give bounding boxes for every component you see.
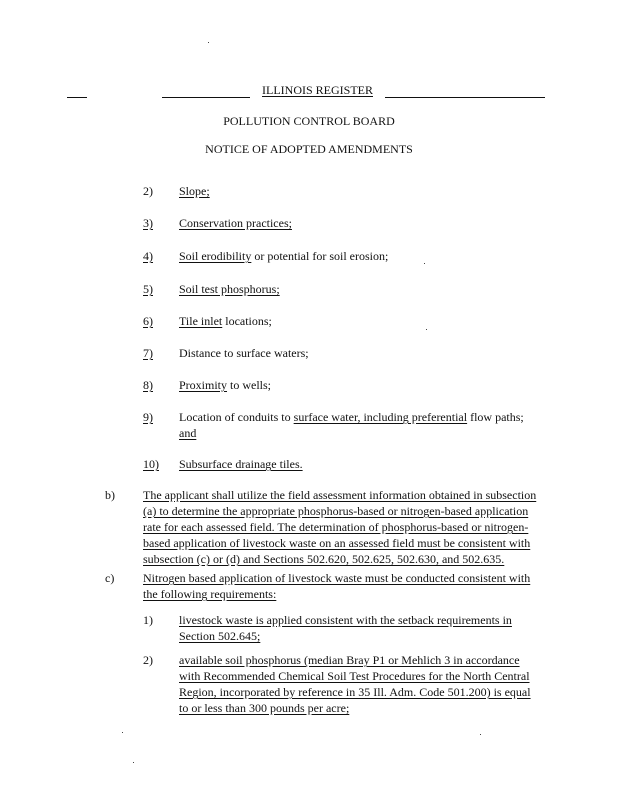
scan-speck [426,329,427,330]
sub-item-number: 2) [143,653,153,667]
register-title: ILLINOIS REGISTER [262,83,373,97]
paragraph-line: Nitrogen based application of livestock waste must be conducted consistent with [143,571,531,585]
scan-speck [133,762,134,763]
scan-speck [208,42,209,43]
list-item [143,313,153,329]
paragraph-line: The applicant shall utilize the field assessment information obtained in subsection [143,488,537,502]
sub-item-line: available soil phosphorus (median Bray P1 or Mehlich 3 in accordance [179,653,520,667]
list-item [143,345,153,361]
header-rule-mid [162,97,250,98]
item-number: 8) [143,378,153,392]
item-number: 7) [143,346,153,360]
item-number: 5) [143,282,153,296]
item-number: 9) [143,410,153,424]
item-number: 4) [143,249,153,263]
list-item-text: Soil test phosphorus; [179,282,280,296]
list-item [143,281,153,297]
sub-item-text [179,652,531,716]
item-number: 6) [143,314,153,328]
paragraph-line: based application of livestock waste on an assessed field must be consistent with [143,536,531,550]
list-item [143,377,153,393]
item-number: 2) [143,184,153,198]
list-item [143,248,153,264]
list-item-text: Proximity to wells; [179,378,272,392]
sub-item-line: to or less than 300 pounds per acre; [179,701,350,715]
header-rule-left [67,97,87,98]
list-item [143,409,153,425]
list-item-text: Tile inlet locations; [179,314,272,328]
notice-title: NOTICE OF ADOPTED AMENDMENTS [205,142,413,156]
list-item-text: Slope; [179,184,210,198]
sub-item-line: livestock waste is applied consistent with the setback requirements in [179,613,512,627]
paragraph-line: rate for each assessed field. The determination of phosphorus-based or nitrogen- [143,520,529,534]
list-item-text: Conservation practices; [179,216,292,230]
paragraph-line: the following requirements: [143,587,277,601]
sub-item-line: Region, incorporated by reference in 35 Ill. Adm. Code 501.200) is equal [179,685,531,699]
sub-item-line: Section 502.645; [179,629,261,643]
paragraph-line: (a) to determine the appropriate phosphorus-based or nitrogen-based application [143,504,529,518]
list-item [143,215,153,231]
paragraph-c [143,570,543,602]
list-item [143,183,153,199]
scan-speck [122,732,123,733]
paragraph-line: subsection (c) or (d) and Sections 502.620, 502.625, 502.630, and 502.635. [143,552,505,566]
list-item-text: Location of conduits to surface water, including preferential flow paths; [179,410,524,424]
paragraph-b [143,487,543,567]
sub-item-line: with Recommended Chemical Soil Test Procedures for the North Central [179,669,530,683]
sub-item-text [179,612,519,644]
paragraph-label: b) [105,488,115,502]
scan-speck [424,263,425,264]
paragraph-label: c) [105,571,115,585]
list-item-text: Distance to surface waters; [179,346,309,360]
list-item-text: Soil erodibility or potential for soil erosion; [179,249,389,263]
list-item-text: Subsurface drainage tiles. [179,457,303,471]
header-rule-right [385,97,545,98]
item-number: 3) [143,216,153,230]
board-name: POLLUTION CONTROL BOARD [223,114,395,128]
item-number: 10) [143,457,159,471]
list-item [143,456,159,472]
list-item-text-cont: and [179,426,197,440]
sub-item-number: 1) [143,613,153,627]
scan-speck [480,734,481,735]
